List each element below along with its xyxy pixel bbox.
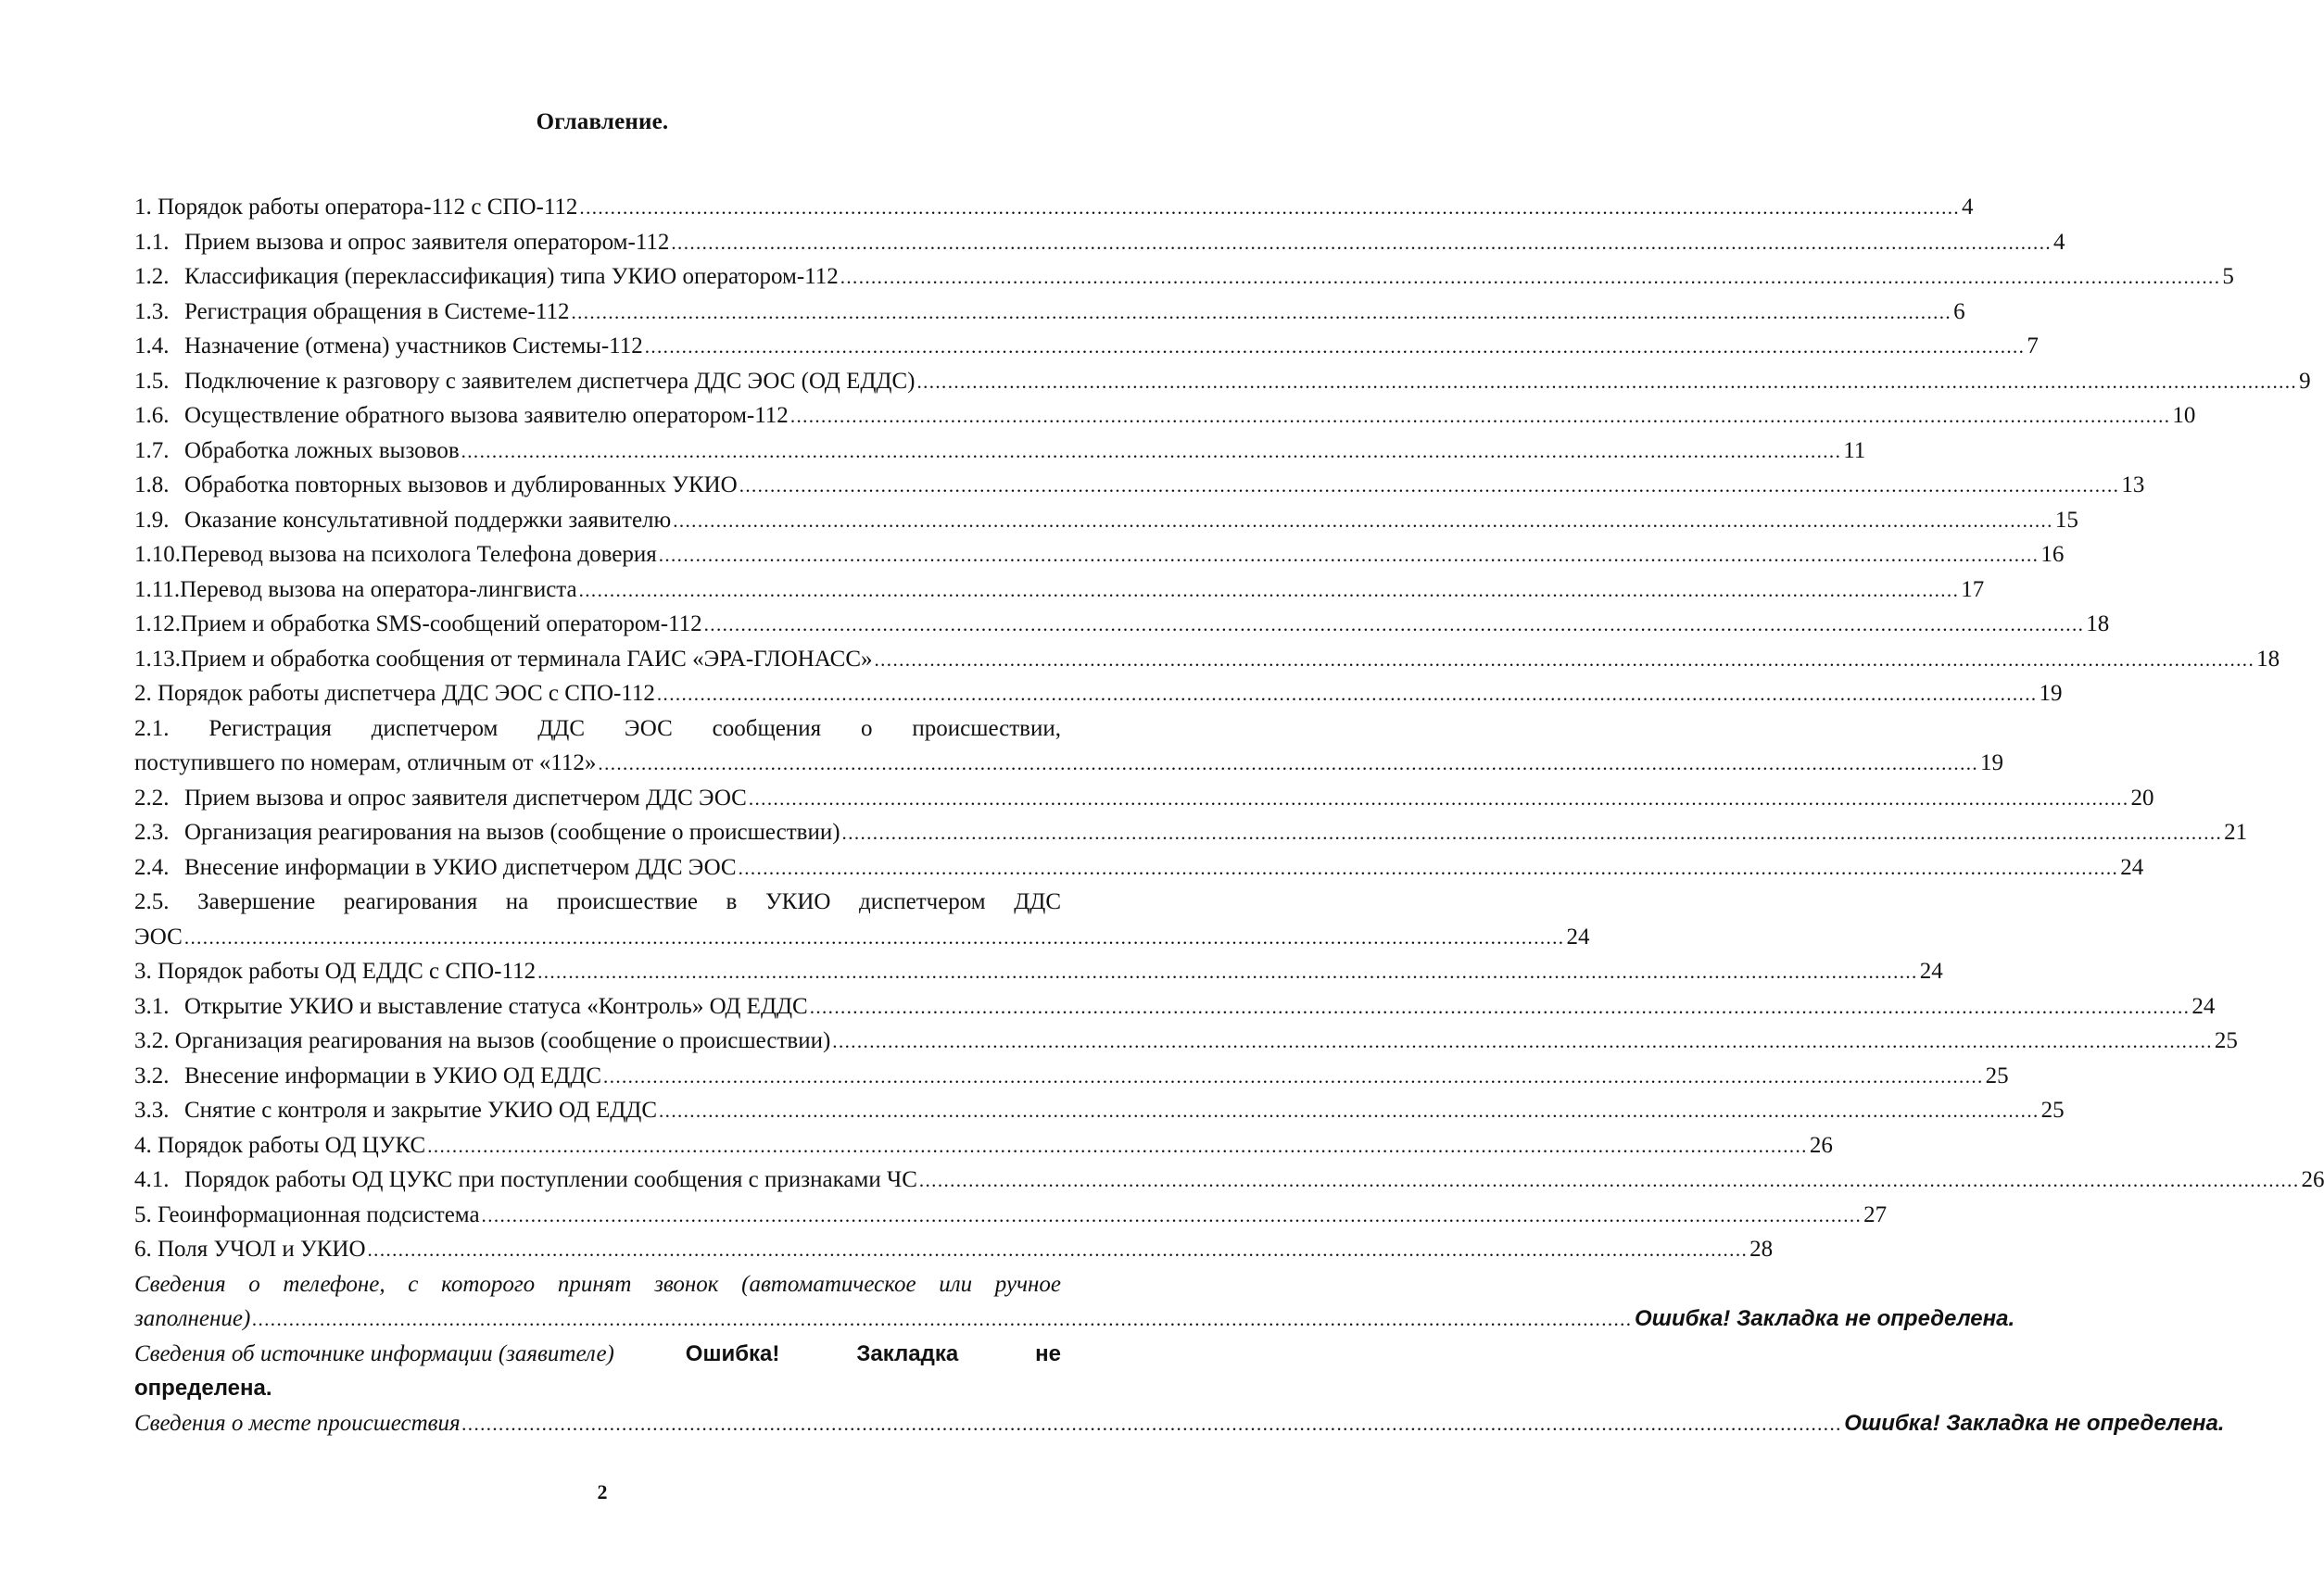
toc-leader-dots: [916, 365, 2297, 400]
toc-entry-number: 3.2.: [134, 1063, 170, 1088]
toc-entry-text: Поля УЧОЛ и УКИО: [158, 1237, 366, 1262]
toc-entry-number: 1.9.: [134, 507, 170, 533]
toc-entry[interactable]: [134, 989, 2216, 1025]
toc-entry-number: 3.2.: [134, 1028, 175, 1053]
toc-entry-text: Оказание консультативной поддержки заявителю: [184, 507, 672, 533]
toc-entry-text: Порядок работы оператора-112 с СПО-112: [158, 195, 578, 220]
toc-entry-text: Прием и обработка сообщения от терминала ГАИС «ЭРА-ГЛОНАСС»: [181, 646, 873, 672]
toc-entry-wrapped-line: Сведения о телефоне, с которого принят звонок (автоматическое или ручное: [134, 1271, 1061, 1297]
toc-entry[interactable]: [134, 607, 2110, 642]
toc-entry[interactable]: [134, 503, 2078, 538]
toc-entry-page: 18: [2256, 646, 2280, 672]
toc-entry-number: 1.2.: [134, 264, 170, 289]
toc-entry-text: Прием вызова и опрос заявителя оператором-112: [184, 229, 670, 255]
toc-entry-number: 1.1.: [134, 229, 170, 255]
toc-entry-text: Перевод вызова на психолога Телефона доверия: [181, 542, 657, 567]
toc-entry-number: 3.: [134, 959, 158, 984]
toc-leader-dots: [657, 677, 2038, 712]
toc-entry[interactable]: [134, 329, 2039, 364]
toc-entry-page: 25: [1985, 1063, 2009, 1088]
toc-entry-text: Порядок работы ОД ЦУКС: [158, 1132, 426, 1158]
toc-leader-dots: [875, 643, 2255, 678]
toc-entry-number: 2.4.: [134, 854, 170, 880]
toc-entry[interactable]: [134, 746, 2004, 781]
toc-entry-page: 25: [2214, 1028, 2238, 1053]
toc-entry-page: 25: [2040, 1098, 2065, 1123]
toc-leader-dots: [579, 191, 1960, 226]
toc-entry-page: 27: [1863, 1201, 1888, 1227]
toc-entry[interactable]: [134, 781, 2154, 816]
toc-entry[interactable]: [134, 468, 2145, 503]
toc-entry[interactable]: [134, 364, 2311, 399]
bookmark-error-text: определена.: [134, 1376, 272, 1401]
toc-entry[interactable]: [134, 225, 2065, 260]
toc-entry-text: Геоинформационная подсистема: [158, 1201, 480, 1227]
toc-entry-page: 15: [2054, 507, 2078, 533]
toc-entry-text: заполнение): [134, 1306, 251, 1331]
toc-leader-dots: [427, 1129, 1808, 1164]
bookmark-error-text: Ошибка! Закладка не определена.: [1844, 1410, 2225, 1436]
toc-entry-number: 1.4.: [134, 333, 170, 358]
toc-entry-page: 24: [1919, 959, 1943, 984]
toc-entry-number: 4.: [134, 1132, 158, 1158]
toc-leader-dots: [704, 608, 2085, 643]
toc-entry-text: Прием вызова и опрос заявителя диспетчером ДДС ЭОС: [184, 785, 747, 811]
table-of-contents: [134, 190, 2324, 1440]
toc-entry-text: Порядок работы ОД ЕДДС с СПО-112: [158, 959, 537, 984]
toc-entry-page: 18: [2086, 611, 2110, 636]
toc-entry-text: Открытие УКИО и выставление статуса «Контроль» ОД ЕДДС: [184, 993, 808, 1019]
toc-entry-error[interactable]: [134, 1337, 1061, 1372]
toc-entry-wrapped-line: 2.5. Завершение реагирования на происшествие в УКИО диспетчером ДДС: [134, 889, 1061, 914]
toc-entry-text: Регистрация обращения в Системе-112: [184, 298, 570, 324]
toc-leader-dots: [482, 1199, 1863, 1234]
toc-entry-page: 17: [1961, 576, 1985, 602]
toc-entry-number: 1.7.: [134, 437, 170, 463]
toc-entry-text: Организация реагирования на вызов (сообщение о происшествии): [174, 1028, 831, 1053]
toc-entry-text: Снятие с контроля и закрытие УКИО ОД ЕДДС: [184, 1098, 658, 1123]
toc-entry-page: 24: [1566, 924, 1590, 949]
toc-leader-dots: [659, 1094, 2040, 1129]
toc-leader-dots: [461, 434, 1842, 470]
toc-entry[interactable]: [134, 954, 1943, 989]
toc-entry-page: 7: [2027, 333, 2039, 358]
toc-entry-number: 1.: [134, 195, 158, 220]
toc-entry-number: 1.5.: [134, 368, 170, 394]
toc-entry-text: Сведения об источнике информации (заявителе): [134, 1340, 614, 1366]
toc-leader-dots: [462, 1407, 1843, 1442]
toc-entry-number: 4.1.: [134, 1167, 170, 1192]
toc-entry-text: Внесение информации в УКИО ОД ЕДДС: [184, 1063, 602, 1088]
toc-leader-dots: [739, 851, 2119, 887]
toc-entry[interactable]: [134, 676, 2063, 711]
toc-entry[interactable]: [134, 259, 2234, 295]
toc-title: Оглавление.: [536, 109, 669, 134]
toc-entry[interactable]: [134, 398, 2196, 434]
toc-entry[interactable]: [134, 920, 1590, 955]
toc-entry-page: 26: [1809, 1132, 1833, 1158]
toc-entry-page: 4: [2053, 229, 2065, 255]
toc-entry-text: Обработка повторных вызовов и дублированных УКИО: [184, 472, 738, 497]
toc-entry-number: 3.1.: [134, 993, 170, 1019]
toc-entry-text: Порядок работы ОД ЦУКС при поступлении сообщения с признаками ЧС: [184, 1167, 917, 1192]
toc-leader-dots: [673, 504, 2053, 539]
toc-entry[interactable]: [134, 1093, 2065, 1128]
toc-entry[interactable]: [134, 190, 1974, 225]
toc-leader-dots: [749, 782, 2129, 817]
toc-entry-text: Осуществление обратного вызова заявителю оператором-112: [184, 403, 789, 428]
toc-entry-page: 20: [2130, 785, 2154, 811]
toc-leader-dots: [368, 1233, 1749, 1268]
page-number: 2: [597, 1480, 608, 1503]
toc-entry[interactable]: [134, 1163, 2324, 1198]
toc-entry-page: 26: [2301, 1167, 2324, 1192]
toc-entry-number: 1.6.: [134, 403, 170, 428]
toc-entry-number: 6.: [134, 1237, 158, 1262]
toc-entry-text: Прием и обработка SMS-сообщений оператором-112: [181, 611, 702, 636]
toc-entry-number: 1.10.: [134, 542, 181, 567]
toc-entry[interactable]: [134, 850, 2144, 886]
toc-entry-number: 1.13.: [134, 646, 181, 672]
toc-leader-dots: [810, 990, 2191, 1025]
toc-entry-page: 28: [1749, 1237, 1774, 1262]
toc-leader-dots: [645, 330, 2026, 365]
toc-leader-dots: [671, 226, 2052, 261]
toc-entry-text: Сведения о месте происшествия: [134, 1410, 461, 1436]
toc-entry-page: 24: [2120, 854, 2144, 880]
toc-entry-text: поступившего по номерам, отличным от «112»: [134, 750, 597, 775]
toc-entry-page: 4: [1962, 195, 1974, 220]
bookmark-error-text: не: [1035, 1340, 1061, 1366]
toc-entry-number: 2.: [134, 681, 158, 706]
toc-entry-text: Организация реагирования на вызов (сообщение о происшествии): [184, 820, 840, 845]
toc-leader-dots: [571, 296, 1951, 331]
toc-leader-dots: [840, 260, 2221, 296]
toc-entry[interactable]: [134, 642, 2280, 677]
toc-entry-page: 10: [2172, 403, 2196, 428]
toc-entry-text: Порядок работы диспетчера ДДС ЭОС с СПО-112: [158, 681, 655, 706]
toc-entry-text: Перевод вызова на оператора-лингвиста: [180, 576, 577, 602]
toc-entry-number: 1.11.: [134, 576, 181, 602]
toc-entry[interactable]: [134, 295, 1965, 330]
toc-entry-page: 5: [2222, 264, 2234, 289]
toc-entry-page: 21: [2224, 820, 2248, 845]
toc-entry-page: 6: [1953, 298, 1965, 324]
toc-entry-number: 2.3.: [134, 820, 170, 845]
toc-entry-page: 16: [2040, 542, 2065, 567]
toc-entry-number: 1.8.: [134, 472, 170, 497]
toc-leader-dots: [832, 1025, 2213, 1060]
toc-leader-dots: [790, 399, 2171, 434]
toc-entry[interactable]: [134, 537, 2065, 572]
toc-leader-dots: [184, 921, 1565, 956]
toc-entry-text: ЭОС: [134, 924, 183, 949]
toc-leader-dots: [603, 1060, 1984, 1095]
toc-entry-page: 24: [2191, 993, 2216, 1019]
toc-leader-dots: [739, 469, 2120, 504]
toc-entry-number: 2.2.: [134, 785, 170, 811]
bookmark-error-text: Ошибка! Закладка не определена.: [1634, 1306, 2015, 1331]
toc-leader-dots: [919, 1163, 2300, 1199]
toc-entry[interactable]: [134, 1232, 1774, 1267]
toc-entry[interactable]: [134, 1128, 1833, 1163]
toc-entry[interactable]: [134, 1024, 2238, 1059]
toc-leader-dots: [537, 955, 1918, 990]
toc-entry-page: 9: [2299, 368, 2311, 394]
toc-entry-page: 19: [2039, 681, 2063, 706]
toc-entry-text: Обработка ложных вызовов: [184, 437, 460, 463]
toc-entry-error[interactable]: [134, 1302, 2015, 1337]
toc-entry[interactable]: [134, 572, 1985, 608]
toc-entry[interactable]: [134, 1059, 2009, 1094]
toc-entry-number: 1.12.: [134, 611, 181, 636]
toc-leader-dots: [579, 573, 1960, 609]
toc-entry[interactable]: [134, 1198, 1888, 1233]
toc-entry-text: Внесение информации в УКИО диспетчером ДДС ЭОС: [184, 854, 737, 880]
toc-entry-page: 11: [1843, 437, 1866, 463]
toc-entry-text: Классификация (переклассификация) типа УКИО оператором-112: [184, 264, 839, 289]
toc-entry-number: 3.3.: [134, 1098, 170, 1123]
toc-entry[interactable]: [134, 815, 2248, 850]
toc-entry-wrapped-line: 2.1. Регистрация диспетчером ДДС ЭОС сообщения о происшествии,: [134, 715, 1061, 741]
toc-leader-dots: [598, 747, 1978, 782]
toc-entry-page: 13: [2121, 472, 2145, 497]
bookmark-error-text: Ошибка!: [685, 1340, 780, 1366]
bookmark-error-text: Закладка: [856, 1340, 959, 1366]
toc-entry-error[interactable]: [134, 1406, 2225, 1441]
toc-entry-number: 5.: [134, 1201, 158, 1227]
toc-entry-text: Подключение к разговору с заявителем диспетчера ДДС ЭОС (ОД ЕДДС): [184, 368, 916, 394]
toc-entry-text: Назначение (отмена) участников Системы-112: [184, 333, 643, 358]
toc-entry-page: 19: [1980, 750, 2004, 775]
toc-leader-dots: [842, 816, 2223, 851]
toc-leader-dots: [252, 1302, 1633, 1338]
toc-leader-dots: [659, 538, 2040, 573]
toc-entry-number: 1.3.: [134, 298, 170, 324]
toc-entry-wrapped-line: [134, 1371, 1061, 1406]
toc-entry[interactable]: [134, 434, 1866, 469]
